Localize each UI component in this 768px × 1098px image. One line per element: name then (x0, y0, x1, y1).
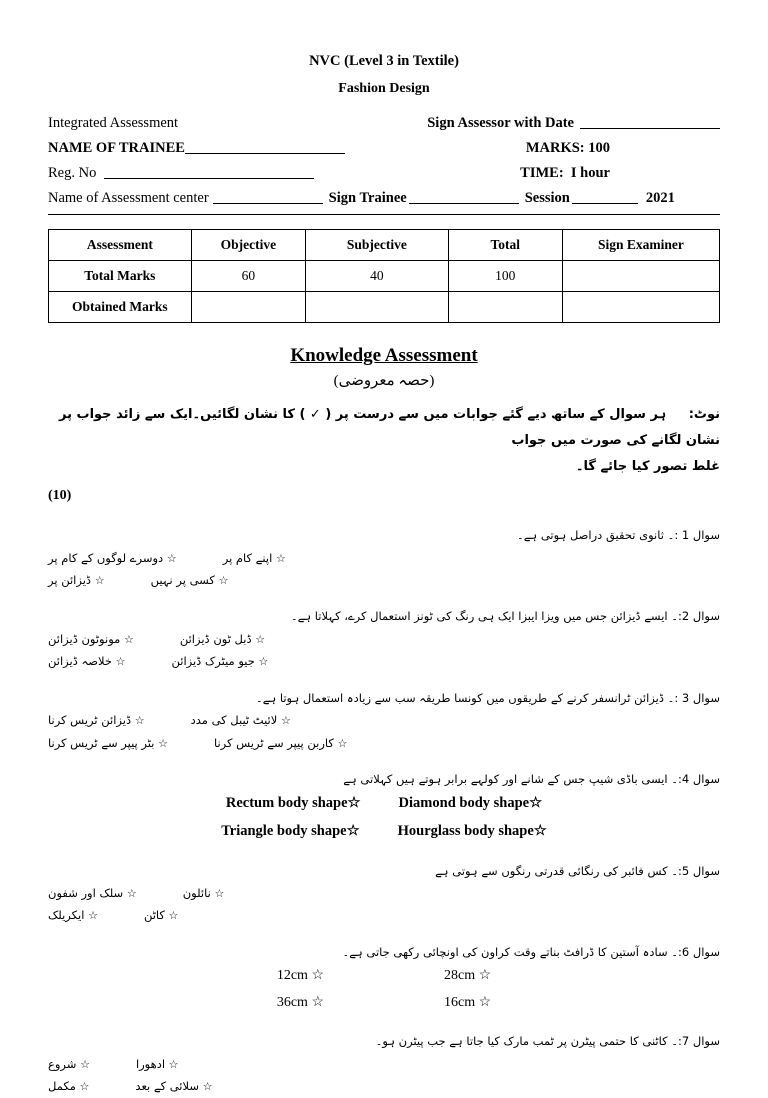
question-stem: سوال 5:۔ کس فائبر کی رنگائی قدرتی رنگوں سے ہوتی ہے (435, 863, 720, 878)
knowledge-assessment-title: Knowledge Assessment (290, 345, 478, 367)
meta-row-4 (48, 189, 720, 207)
instructions-note (48, 402, 720, 510)
time-field (520, 164, 610, 182)
sign-assessor-field (427, 114, 720, 132)
question-stem: سوال 2:۔ ایسے ڈیزائن جس میں ویزا ایبزا ایک ہی رنگ کی ٹونز استعمال کرے، کہلاتا ہے۔ (290, 609, 720, 624)
option-item[interactable]: ☆ ادھورا (135, 1056, 179, 1071)
assessment-center-label: Name of Assessment center (48, 190, 209, 206)
option-row (48, 904, 720, 926)
cell-total-subjective: 40 (305, 261, 448, 292)
option-row (48, 990, 720, 1017)
name-of-trainee-rule[interactable] (185, 152, 345, 154)
option-item[interactable]: Rectum body shape☆ (225, 795, 361, 812)
th-subjective: Subjective (305, 230, 448, 261)
option-row (48, 547, 720, 569)
option-item[interactable]: ☆ جیو میٹرک ڈیزائن (171, 654, 269, 669)
option-item[interactable]: ☆ دوسرے لوگوں کے کام پر (48, 550, 177, 565)
session-rule[interactable] (572, 202, 638, 204)
time-label: TIME: I hour (520, 164, 610, 181)
option-row (48, 790, 720, 818)
integrated-assessment-text: Integrated Assessment (48, 114, 179, 131)
option-label: مکمل (48, 1079, 76, 1094)
sign-assessor-label: Sign Assessor with Date (427, 114, 574, 131)
note-marks-count: (10) (48, 488, 72, 504)
note-label: نوٹ: (688, 407, 720, 423)
option-item[interactable]: ☆ ایکریلک (48, 908, 98, 923)
option-label: نائلون (182, 885, 211, 900)
session-year: 2021 (645, 190, 675, 206)
marks-table (48, 229, 720, 323)
option-label: ایکریلک (48, 908, 85, 923)
option-row (48, 1075, 720, 1097)
question-block (48, 1030, 720, 1097)
meta-row-1 (48, 114, 720, 132)
question-stem: سوال 6:۔ سادہ آستین کا ڈرافٹ بناتے وقت کراون کی اونچائی رکھی جاتی ہے۔ (342, 944, 720, 959)
option-item[interactable]: ☆ شروع (48, 1056, 90, 1071)
meta-row-2 (48, 139, 720, 157)
marks-field (526, 139, 610, 157)
option-label: ڈبل ٹون ڈیزائن (179, 631, 252, 646)
option-item[interactable]: ☆ مونوٹون ڈیزائن (48, 631, 134, 646)
option-item[interactable]: ☆ اپنے کام پر (222, 550, 286, 565)
option-item[interactable]: ☆ کاٹن (143, 908, 179, 923)
cell-total-total: 100 (448, 261, 562, 292)
row-label-total-marks: Total Marks (49, 261, 192, 292)
paper-title: NVC (Level 3 in Textile) (309, 53, 459, 69)
option-item[interactable]: Hourglass body shape☆ (397, 822, 547, 839)
meta-block (48, 114, 720, 216)
option-row (48, 818, 720, 846)
reg-no-rule[interactable] (104, 177, 314, 179)
cell-total-sign[interactable] (562, 261, 719, 292)
option-row (48, 732, 720, 754)
question-stem: سوال 7:۔ کاٹنی کا حتمی پیٹرن پر ٹمب مارک کیا جاتا ہے جب پیٹرن ہو۔ (375, 1034, 720, 1049)
session-label: Session (524, 190, 570, 206)
integrated-assessment-label (48, 114, 178, 132)
option-item[interactable]: ☆ ڈیزائن ٹریس کرنا (48, 713, 145, 728)
cell-obtained-objective[interactable] (191, 292, 305, 323)
cell-obtained-total[interactable] (448, 292, 562, 323)
note-text: ہر سوال کے ساتھ دیے گئے جوابات میں سے درست پر ( ✓ ) کا نشان لگائیں۔ایک سے زائد جواب پر نشان لگانے کی صورت میں جواب (59, 407, 720, 449)
cell-obtained-subjective[interactable] (305, 292, 448, 323)
option-item[interactable]: Triangle body shape☆ (221, 822, 360, 839)
sign-trainee-label: Sign Trainee (328, 190, 407, 206)
option-item[interactable]: ☆ ڈیزائن پر (48, 572, 105, 587)
option-label: بٹر پیپر سے ٹریس کرنا (48, 735, 155, 750)
th-sign-examiner: Sign Examiner (562, 230, 719, 261)
option-row (48, 569, 720, 591)
cell-obtained-sign[interactable] (562, 292, 719, 323)
th-objective: Objective (191, 230, 305, 261)
knowledge-assessment-subtitle: (حصہ معروضی) (333, 373, 435, 390)
question-block (48, 524, 720, 591)
option-label: جیو میٹرک ڈیزائن (171, 654, 255, 669)
question-stem: سوال 1 :۔ ثانوی تحقیق دراصل ہوتی ہے۔ (516, 528, 720, 543)
option-row (48, 628, 720, 650)
meta-divider (48, 214, 720, 215)
table-row (49, 292, 720, 323)
note-text-line2: غلط تصور کیا جائے گا۔ (575, 459, 720, 475)
option-item[interactable]: ☆ خلاصہ ڈیزائن (48, 654, 126, 669)
table-row (49, 261, 720, 292)
option-label: ڈیزائن ٹریس کرنا (48, 713, 132, 728)
option-item[interactable]: ☆ کاربن پیپر سے ٹریس کرنا (213, 735, 348, 750)
question-block (48, 605, 720, 672)
paper-subtitle: Fashion Design (338, 81, 430, 97)
question-block (48, 860, 720, 927)
option-row (48, 1053, 720, 1075)
option-item[interactable]: ☆ ڈبل ٹون ڈیزائن (179, 631, 266, 646)
option-label: شروع (48, 1056, 77, 1071)
question-stem: سوال 3 :۔ ڈیزائن ٹرانسفر کرنے کے طریقوں میں کونسا طریقہ سب سے زیادہ استعمال ہوتا ہے۔ (255, 690, 720, 705)
option-label: سلک اور شفون (48, 885, 124, 900)
question-stem: سوال 4:۔ ایسی باڈی شیپ جس کے شانے اور کولہے برابر ہوتے ہیں کہلاتی ہے (343, 772, 720, 787)
option-label: کاربن پیپر سے ٹریس کرنا (213, 735, 334, 750)
option-item[interactable]: ☆ کسی پر نہیں (150, 572, 229, 587)
option-label: ادھورا (135, 1056, 166, 1071)
marks-label: MARKS: 100 (525, 139, 610, 156)
option-item[interactable]: ☆ نائلون (182, 885, 225, 900)
option-item[interactable]: ☆ بٹر پیپر سے ٹریس کرنا (48, 735, 168, 750)
option-item[interactable]: ☆ سلک اور شفون (48, 885, 137, 900)
option-row (48, 650, 720, 672)
option-label: کسی پر نہیں (150, 572, 215, 587)
question-block (48, 768, 720, 846)
option-label: کاٹن (143, 908, 165, 923)
option-item[interactable]: ☆ سلائی کے بعد (135, 1079, 213, 1094)
row-label-obtained-marks: Obtained Marks (49, 292, 192, 323)
meta-row-3 (48, 164, 720, 182)
question-block (48, 941, 720, 1017)
option-label: لائیٹ ٹیبل کی مدد (190, 713, 278, 728)
option-row (48, 709, 720, 731)
option-row (48, 882, 720, 904)
option-row (48, 963, 720, 990)
option-item[interactable]: 12cm ☆ (276, 968, 324, 984)
reg-no-label: Reg. No (48, 164, 97, 181)
sign-trainee-rule[interactable] (409, 202, 519, 204)
sign-assessor-rule[interactable] (580, 127, 720, 129)
name-of-trainee-field (48, 139, 345, 157)
option-item[interactable]: 36cm ☆ (276, 994, 324, 1010)
assessment-center-field (48, 189, 675, 207)
th-total: Total (448, 230, 562, 261)
option-label: سلائی کے بعد (135, 1079, 199, 1094)
option-label: مونوٹون ڈیزائن (48, 631, 121, 646)
option-label: دوسرے لوگوں کے کام پر (48, 550, 164, 565)
table-header-row (49, 230, 720, 261)
option-label: خلاصہ ڈیزائن (48, 654, 112, 669)
option-label: اپنے کام پر (222, 550, 273, 565)
option-item[interactable]: Diamond body shape☆ (398, 795, 543, 812)
name-of-trainee-label: NAME OF TRAINEE (48, 139, 185, 156)
option-item[interactable]: 28cm ☆ (444, 968, 492, 984)
option-item[interactable]: ☆ مکمل (48, 1079, 90, 1094)
th-assessment: Assessment (49, 230, 192, 261)
reg-no-field (48, 164, 314, 182)
cell-total-objective: 60 (191, 261, 305, 292)
option-label: ڈیزائن پر (48, 572, 92, 587)
assessment-center-rule[interactable] (213, 202, 323, 204)
option-item[interactable]: ☆ لائیٹ ٹیبل کی مدد (190, 713, 291, 728)
option-item[interactable]: 16cm ☆ (444, 994, 492, 1010)
question-block (48, 687, 720, 754)
